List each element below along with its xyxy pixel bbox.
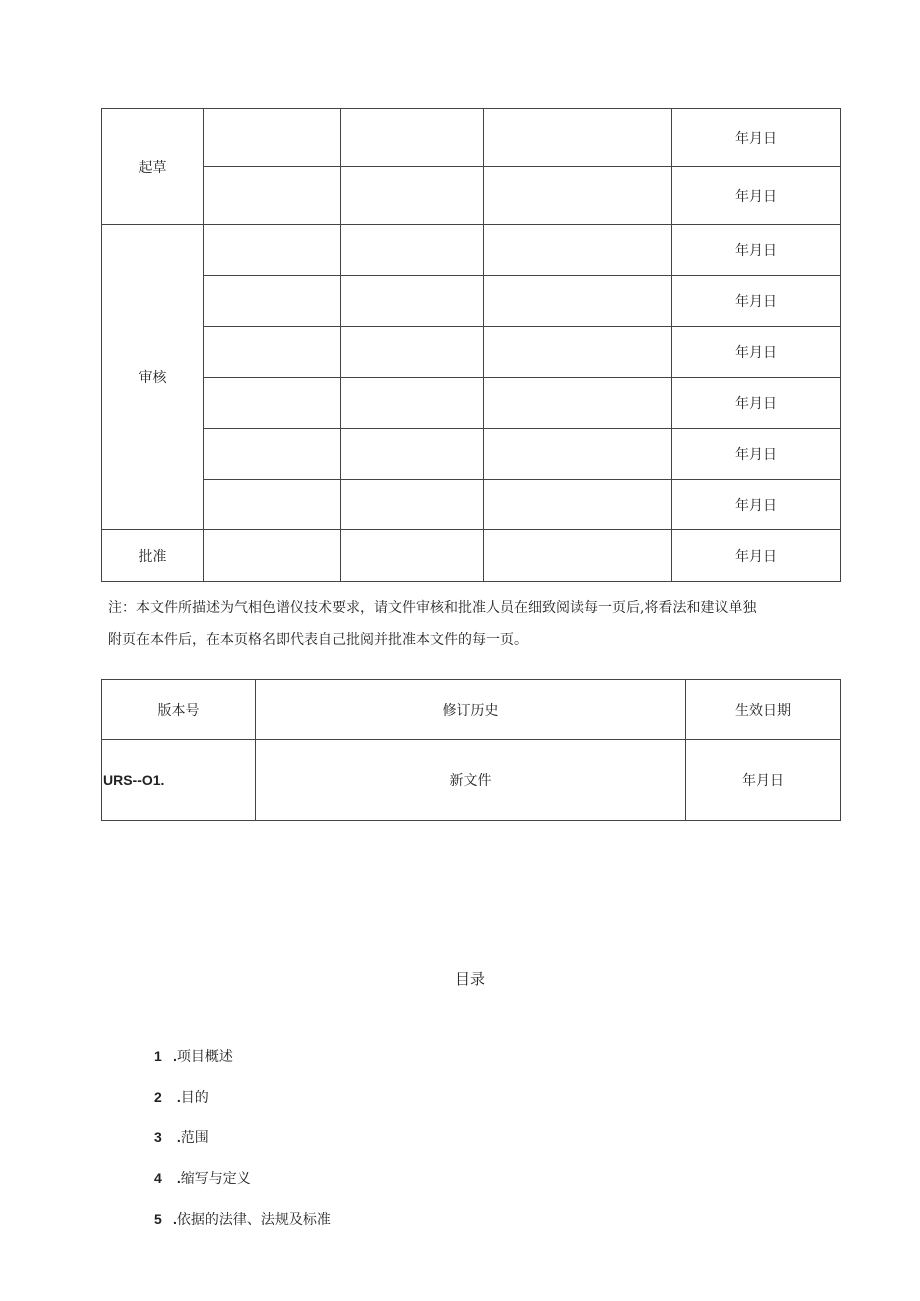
note-line-1: 注：本文件所描述为气相色谱仪技术要求，请文件审核和批准人员在细致阅读每一页后,将看法和建议单独 bbox=[108, 600, 757, 616]
toc-item-text: 范围 bbox=[180, 1130, 209, 1146]
toc-item-text: 依据的法律、法规及标准 bbox=[176, 1212, 331, 1228]
toc-item-3[interactable]: 3 .范围 bbox=[154, 1129, 209, 1146]
revision-header-row bbox=[102, 680, 841, 740]
revision-row bbox=[102, 740, 841, 821]
toc-item-number: 3 bbox=[154, 1129, 162, 1145]
blank-cell bbox=[341, 327, 484, 378]
date-cell: 年月日 bbox=[672, 327, 841, 378]
effective-date-header: 生效日期 bbox=[686, 680, 841, 740]
toc-item-text: 缩写与定义 bbox=[180, 1171, 251, 1187]
approve-label: 批准 bbox=[102, 530, 204, 582]
blank-cell bbox=[341, 276, 484, 327]
blank-cell bbox=[484, 429, 672, 480]
note-line-2: 附页在本件后，在本页格名即代表自己批阅并批准本文件的每一页。 bbox=[108, 632, 528, 648]
approve-row bbox=[102, 530, 841, 582]
blank-cell bbox=[341, 530, 484, 582]
blank-cell bbox=[484, 530, 672, 582]
toc-item-number: 1 bbox=[154, 1048, 162, 1064]
toc-item-4[interactable]: 4 .缩写与定义 bbox=[154, 1170, 251, 1187]
blank-cell bbox=[484, 109, 672, 167]
version-header: 版本号 bbox=[102, 680, 256, 740]
blank-cell bbox=[484, 378, 672, 429]
blank-cell bbox=[484, 225, 672, 276]
toc-item-number: 4 bbox=[154, 1170, 162, 1186]
blank-cell bbox=[204, 480, 341, 530]
effective-date-cell: 年月日 bbox=[686, 740, 841, 821]
toc-item-2[interactable]: 2 .目的 bbox=[154, 1089, 209, 1106]
blank-cell bbox=[484, 167, 672, 225]
date-cell: 年月日 bbox=[672, 480, 841, 530]
blank-cell bbox=[484, 276, 672, 327]
review-row-2 bbox=[102, 276, 841, 327]
blank-cell bbox=[484, 327, 672, 378]
blank-cell bbox=[341, 378, 484, 429]
date-cell: 年月日 bbox=[672, 109, 841, 167]
revision-table bbox=[101, 679, 841, 821]
review-row-5 bbox=[102, 429, 841, 480]
date-cell: 年月日 bbox=[672, 530, 841, 582]
review-row-6 bbox=[102, 480, 841, 530]
blank-cell bbox=[341, 167, 484, 225]
toc-item-number: 5 bbox=[154, 1211, 162, 1227]
toc-item-text: 项目概述 bbox=[176, 1049, 233, 1065]
blank-cell bbox=[204, 327, 341, 378]
version-cell: URS--O1. bbox=[102, 740, 256, 821]
blank-cell bbox=[204, 378, 341, 429]
toc-item-5[interactable]: 5 .依据的法律、法规及标准 bbox=[154, 1211, 331, 1228]
toc-title: 目录 bbox=[454, 970, 485, 988]
blank-cell bbox=[204, 276, 341, 327]
blank-cell bbox=[204, 167, 341, 225]
signoff-table bbox=[101, 108, 841, 582]
date-cell: 年月日 bbox=[672, 167, 841, 225]
date-cell: 年月日 bbox=[672, 225, 841, 276]
toc-item-text: 目的 bbox=[180, 1090, 209, 1106]
blank-cell bbox=[341, 480, 484, 530]
history-cell: 新文件 bbox=[256, 740, 686, 821]
draft-row-1 bbox=[102, 109, 841, 167]
review-row-3 bbox=[102, 327, 841, 378]
blank-cell bbox=[204, 530, 341, 582]
blank-cell bbox=[204, 109, 341, 167]
toc-item-1[interactable]: 1 .项目概述 bbox=[154, 1048, 233, 1065]
blank-cell bbox=[204, 429, 341, 480]
history-header: 修订历史 bbox=[256, 680, 686, 740]
review-row-1 bbox=[102, 225, 841, 276]
blank-cell bbox=[341, 109, 484, 167]
draft-row-2 bbox=[102, 167, 841, 225]
blank-cell bbox=[341, 429, 484, 480]
note-paragraph bbox=[108, 592, 848, 656]
toc-item-number: 2 bbox=[154, 1089, 162, 1105]
date-cell: 年月日 bbox=[672, 276, 841, 327]
date-cell: 年月日 bbox=[672, 378, 841, 429]
blank-cell bbox=[204, 225, 341, 276]
blank-cell bbox=[484, 480, 672, 530]
date-cell: 年月日 bbox=[672, 429, 841, 480]
draft-label: 起草 bbox=[102, 109, 204, 225]
review-row-4 bbox=[102, 378, 841, 429]
blank-cell bbox=[341, 225, 484, 276]
review-label: 审核 bbox=[102, 225, 204, 530]
